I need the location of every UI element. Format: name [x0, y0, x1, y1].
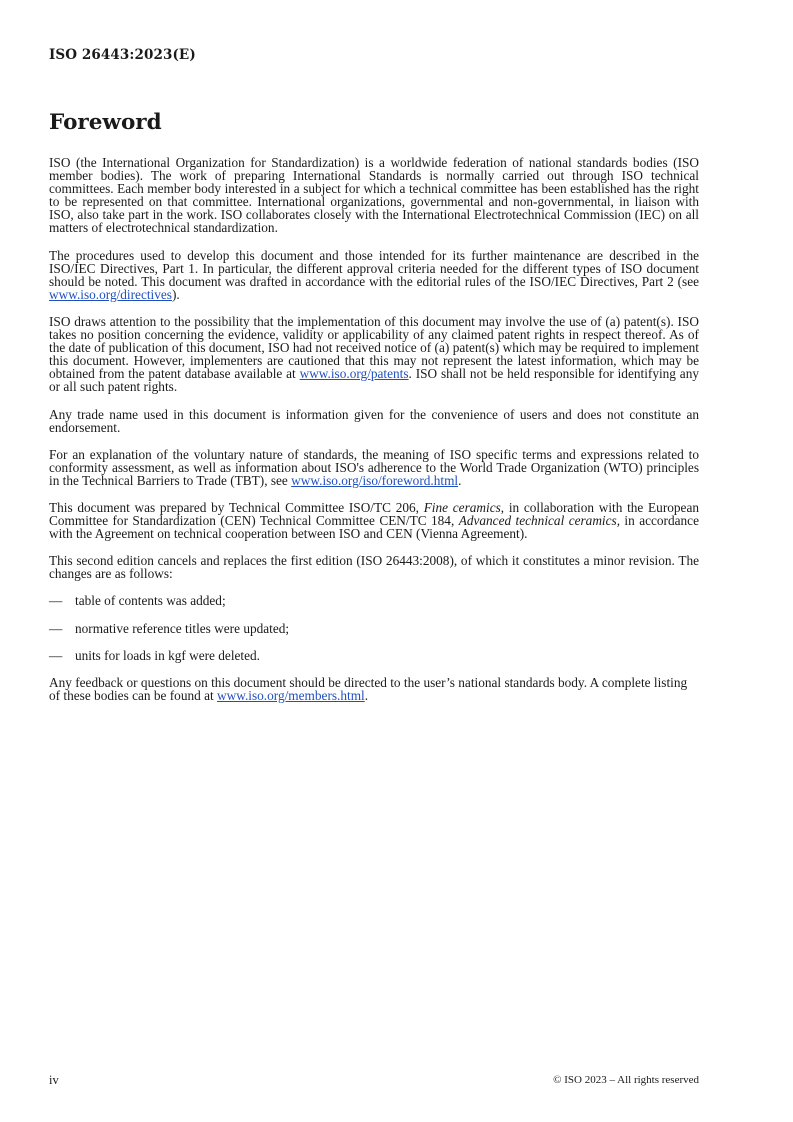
- foreword-body: [49, 156, 699, 716]
- paragraph-text: , in collaboration with the European Committee for Standardization (CEN) Technical Committee CEN/TC 184,: [49, 499, 699, 529]
- paragraph-text: The procedures used to develop this document and those intended for its further maintenance are described in the ISO/IEC Directives, Part 1. In particular, the different approval criteria needed for the different types of ISO document should be noted. This document was drafted in accordance with the editorial rules of the ISO/IEC Directives, Part 2 (see: [49, 247, 699, 289]
- list-item: [49, 649, 699, 662]
- list-dash: —: [49, 647, 63, 663]
- patents-link[interactable]: www.iso.org/patents: [299, 366, 409, 382]
- paragraph-trade-name: Any trade name used in this document is information given for the convenience of users and does not constitute an endorsement.: [49, 406, 699, 435]
- paragraph-text: This document was prepared by Technical Committee ISO/TC 206,: [49, 499, 424, 515]
- paragraph-committee: [49, 501, 699, 540]
- paragraph-text: . ISO shall not be held responsible for identifying any or all such patent rights.: [49, 366, 699, 395]
- paragraph-text: .: [458, 472, 462, 488]
- paragraph-text: in accordance with the Agreement on technical cooperation between ISO and CEN (Vienna Agreement).: [49, 513, 699, 542]
- list-item-text: normative reference titles were updated;: [75, 620, 290, 636]
- paragraph-patents: [49, 315, 699, 394]
- committee-title-italic: Fine ceramics: [423, 499, 501, 515]
- paragraph-text: ISO draws attention to the possibility that the implementation of this document may involve the use of (a) patent(s). ISO takes no position concerning the evidence, validity or applicability of any claimed patent rights in respect thereof. As of the date of publication of this document, ISO had not received notice of (a) patent(s) which may be required to implement this document. However, implementers are cautioned that this may not represent the latest information, which may be obtained from the patent database available at: [49, 313, 699, 382]
- paragraph-text: .: [364, 687, 369, 703]
- list-dash: —: [49, 593, 63, 609]
- list-item-text: table of contents was added;: [75, 593, 226, 609]
- changes-list: [49, 594, 699, 661]
- page-title: Foreword: [49, 110, 162, 135]
- paragraph-voluntary-nature: [49, 448, 699, 487]
- paragraph-iso-intro: ISO (the International Organization for Standardization) is a worldwide federation of national standards bodies (ISO member bodies). The work of preparing International Standards is normally carried out through ISO technical committees. Each member body interested in a subject for which a technical committee has been established has the right to be represented on that committee. International organizations, governmental and non-governmental, in liaison with ISO, also take part in the work. ISO collaborates closely with the International Electrotechnical Commission (IEC) on all matters of electrotechnical standardization.: [49, 155, 699, 236]
- copyright-notice: © ISO 2023 – All rights reserved: [553, 1074, 699, 1086]
- paragraph-text: Any feedback or questions on this document should be directed to the user’s national standards body. A complete listing of these bodies can be found at: [49, 674, 688, 703]
- list-item: [49, 622, 699, 635]
- paragraph-edition: This second edition cancels and replaces the first edition (ISO 26443:2008), of which it constitutes a minor revision. The changes are as follows:: [49, 553, 699, 582]
- paragraph-text: ).: [171, 286, 180, 302]
- members-link[interactable]: www.iso.org/members.html: [217, 687, 365, 703]
- paragraph-feedback: [49, 676, 699, 702]
- list-item: [49, 594, 699, 607]
- cen-committee-title-italic: Advanced technical ceramics,: [458, 513, 621, 529]
- foreword-info-link[interactable]: www.iso.org/iso/foreword.html: [291, 472, 459, 488]
- paragraph-text: For an explanation of the voluntary nature of standards, the meaning of ISO specific terms and expressions related to conformity assessment, as well as information about ISO's adherence to the World Trade Organization (WTO) principles in the Technical Barriers to Trade (TBT), see: [49, 446, 699, 488]
- directives-link[interactable]: www.iso.org/directives: [49, 286, 172, 302]
- document-id: ISO 26443:2023(E): [49, 47, 196, 63]
- list-item-text: units for loads in kgf were deleted.: [75, 647, 260, 663]
- list-dash: —: [49, 620, 63, 636]
- paragraph-procedures: [49, 249, 699, 301]
- page-number: iv: [49, 1073, 59, 1087]
